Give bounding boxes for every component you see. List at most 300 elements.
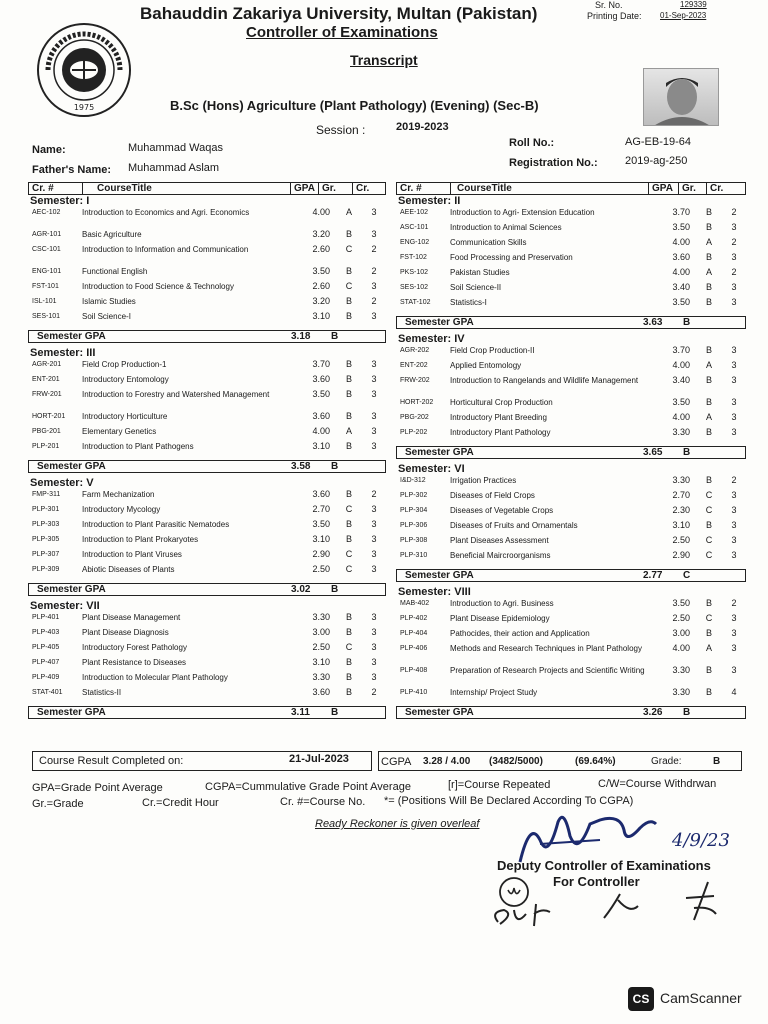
table-row: [396, 376, 746, 398]
registration-no-value: 2019-ag-250: [625, 155, 688, 167]
semester-7-title: Semester: VII: [30, 600, 100, 612]
course-gpa: 3.60: [312, 687, 330, 697]
course-gpa: 4.00: [672, 412, 690, 422]
sr-no-label: Sr. No.: [595, 0, 623, 10]
course-credit: 3: [731, 297, 737, 307]
course-gpa: 3.20: [312, 296, 330, 306]
course-credit: 3: [731, 613, 737, 623]
course-credit: 3: [371, 657, 377, 667]
cgpa-percent: (69.64%): [575, 756, 616, 767]
course-grade: B: [705, 282, 712, 292]
course-title: Farm Mechanization: [82, 490, 155, 499]
course-grade: C: [345, 564, 353, 574]
course-credit: 3: [731, 412, 737, 422]
semester-6-gpa: Semester GPA 2.77 C: [396, 569, 746, 582]
course-title: Introduction to Economics and Agri. Economics: [82, 208, 250, 217]
course-code: PLP-201: [32, 443, 60, 450]
course-grade: C: [345, 642, 353, 652]
transcript-right-column: [396, 182, 746, 723]
course-gpa: 2.70: [312, 504, 330, 514]
completed-label: Course Result Completed on:: [39, 755, 184, 767]
course-title: Introduction to Rangelands and Wildlife Management: [450, 376, 639, 385]
course-code: PLP-403: [32, 629, 60, 636]
course-credit: 2: [731, 475, 737, 485]
table-row: [28, 613, 386, 628]
course-credit: 3: [371, 426, 377, 436]
table-row: [396, 599, 746, 614]
course-title: Methods and Research Techniques in Plant Pathology: [450, 644, 642, 653]
course-gpa: 3.70: [672, 345, 690, 355]
course-gpa: 3.60: [312, 374, 330, 384]
course-code: PLP-305: [32, 536, 60, 543]
course-code: PLP-404: [400, 630, 428, 637]
completed-date: 21-Jul-2023: [289, 753, 349, 765]
course-title: Elementary Genetics: [82, 427, 157, 436]
table-row: [28, 688, 386, 703]
course-gpa: 3.50: [312, 266, 330, 276]
course-credit: 3: [371, 549, 377, 559]
course-credit: 3: [731, 360, 737, 370]
course-title: Functional English: [82, 267, 148, 276]
course-code: AEC-102: [32, 209, 61, 216]
course-grade: B: [705, 687, 712, 697]
course-title: Basic Agriculture: [82, 230, 142, 239]
table-row: [28, 208, 386, 230]
semester-3-title: Semester: III: [30, 347, 96, 359]
office-name: Controller of Examinations: [246, 24, 438, 41]
course-code: PLP-405: [32, 644, 60, 651]
course-grade: C: [705, 550, 713, 560]
table-row: [28, 490, 386, 505]
semester-2-gpa: Semester GPA 3.63 B: [396, 316, 746, 329]
grade-value: B: [713, 756, 721, 767]
course-grade: B: [705, 375, 712, 385]
course-gpa: 3.30: [672, 427, 690, 437]
course-title: Introduction to Molecular Plant Pathology: [82, 673, 228, 682]
course-code: STAT-401: [32, 689, 63, 696]
course-credit: 3: [731, 550, 737, 560]
course-grade: A: [345, 426, 352, 436]
course-grade: C: [705, 490, 713, 500]
course-code: AGR-201: [32, 361, 62, 368]
sr-no-value: 129339: [680, 0, 707, 9]
course-title: Introductory Plant Pathology: [450, 428, 551, 437]
course-credit: 2: [731, 267, 737, 277]
course-credit: 3: [731, 628, 737, 638]
camscanner-name: CamScanner: [660, 990, 742, 1006]
course-title: Islamic Studies: [82, 297, 136, 306]
course-credit: 3: [371, 207, 377, 217]
course-title: Horticultural Crop Production: [450, 398, 553, 407]
course-grade: B: [345, 296, 352, 306]
course-grade: B: [345, 672, 352, 682]
table-row: [396, 361, 746, 376]
course-gpa: 4.00: [312, 207, 330, 217]
table-row: [396, 536, 746, 551]
course-title: Field Crop Production-1: [82, 360, 167, 369]
course-code: PLP-309: [32, 566, 60, 573]
course-title: Introduction to Information and Communication: [82, 245, 249, 254]
course-code: PLP-407: [32, 659, 60, 666]
course-code: PLP-202: [400, 429, 428, 436]
course-gpa: 3.70: [672, 207, 690, 217]
course-title: Preparation of Research Projects and Scientific Writing: [450, 666, 645, 675]
course-grade: A: [705, 267, 712, 277]
semester-4-gpa: Semester GPA 3.65 B: [396, 446, 746, 459]
course-credit: 3: [371, 389, 377, 399]
table-row: [396, 298, 746, 313]
course-gpa: 2.60: [312, 244, 330, 254]
course-gpa: 4.00: [672, 267, 690, 277]
course-code: PLP-301: [32, 506, 60, 513]
semester-1-courses: [28, 208, 386, 327]
semester-3-courses: [28, 360, 386, 457]
course-title: Field Crop Production-II: [450, 346, 535, 355]
table-row: [396, 346, 746, 361]
course-code: FMP-311: [32, 491, 61, 498]
course-code: FRW-202: [400, 377, 430, 384]
course-gpa: 2.90: [312, 549, 330, 559]
table-header: Cr. # CourseTitle GPA Gr. Cr.: [28, 182, 386, 195]
course-credit: 3: [731, 535, 737, 545]
semester-5-gpa: Semester GPA 3.02 B: [28, 583, 386, 596]
table-row: [28, 442, 386, 457]
course-gpa: 4.00: [672, 360, 690, 370]
course-credit: 3: [371, 374, 377, 384]
course-grade: B: [705, 297, 712, 307]
semester-2-courses: [396, 208, 746, 313]
table-row: [28, 390, 386, 412]
course-gpa: 2.60: [312, 281, 330, 291]
course-title: Introduction to Agri. Business: [450, 599, 554, 608]
course-gpa: 3.50: [672, 598, 690, 608]
course-gpa: 3.30: [672, 665, 690, 675]
course-credit: 2: [371, 296, 377, 306]
course-gpa: 3.20: [312, 229, 330, 239]
course-credit: 3: [731, 252, 737, 262]
semester-8-title: Semester: VIII: [398, 586, 471, 598]
course-grade: A: [705, 412, 712, 422]
table-row: [28, 550, 386, 565]
course-credit: 3: [731, 643, 737, 653]
legend-withdrawn: C/W=Course Withdrwan: [598, 778, 717, 790]
course-code: PLP-310: [400, 552, 428, 559]
course-title: Introduction to Animal Sciences: [450, 223, 562, 232]
course-title: Plant Disease Diagnosis: [82, 628, 169, 637]
roll-no-label: Roll No.:: [509, 137, 555, 149]
semester-1-gpa: Semester GPA 3.18 B: [28, 330, 386, 343]
course-grade: B: [345, 311, 352, 321]
course-grade: B: [345, 657, 352, 667]
course-gpa: 3.50: [312, 519, 330, 529]
printing-date-value: 01-Sep-2023: [660, 11, 707, 20]
course-code: PLP-409: [32, 674, 60, 681]
course-grade: B: [705, 628, 712, 638]
course-grade: C: [705, 535, 713, 545]
course-credit: 3: [371, 642, 377, 652]
course-credit: 3: [731, 505, 737, 515]
course-code: PLP-406: [400, 645, 428, 652]
course-grade: B: [345, 519, 352, 529]
course-code: HORT-201: [32, 413, 66, 420]
course-code: AGR-101: [32, 231, 62, 238]
university-seal-logo: [36, 22, 132, 118]
course-grade: C: [705, 505, 713, 515]
course-code: MAB-402: [400, 600, 430, 607]
university-name: Bahauddin Zakariya University, Multan (Pakistan): [140, 4, 538, 23]
course-credit: 3: [371, 359, 377, 369]
course-gpa: 2.50: [312, 642, 330, 652]
course-code: PKS-102: [400, 269, 429, 276]
table-row: [396, 644, 746, 666]
course-gpa: 3.40: [672, 282, 690, 292]
course-title: Introductory Mycology: [82, 505, 161, 514]
course-code: PLP-304: [400, 507, 428, 514]
table-row: [396, 666, 746, 688]
ready-reckoner-note: Ready Reckoner is given overleaf: [315, 818, 480, 830]
course-gpa: 3.00: [672, 628, 690, 638]
course-credit: 2: [371, 489, 377, 499]
table-row: [28, 673, 386, 688]
semester-3-gpa: Semester GPA 3.58 B: [28, 460, 386, 473]
table-row: [28, 658, 386, 673]
course-gpa: 3.70: [312, 359, 330, 369]
course-credit: 3: [371, 627, 377, 637]
course-code: PBG-201: [32, 428, 61, 435]
course-title: Statistics-I: [450, 298, 487, 307]
semester-4-title: Semester: IV: [398, 333, 465, 345]
course-credit: 2: [371, 244, 377, 254]
table-row: [28, 282, 386, 297]
table-row: [28, 230, 386, 245]
course-grade: B: [705, 397, 712, 407]
course-result-box: [32, 751, 372, 771]
course-title: Abiotic Diseases of Plants: [82, 565, 175, 574]
course-gpa: 2.50: [672, 613, 690, 623]
course-grade: B: [345, 229, 352, 239]
table-row: [28, 628, 386, 643]
course-grade: B: [345, 374, 352, 384]
course-title: Soil Science-I: [82, 312, 131, 321]
semester-5-courses: [28, 490, 386, 580]
student-name: Muhammad Waqas: [128, 142, 223, 154]
course-credit: 3: [371, 504, 377, 514]
course-credit: 3: [731, 397, 737, 407]
course-gpa: 3.10: [312, 311, 330, 321]
course-credit: 3: [371, 519, 377, 529]
document-title: Transcript: [350, 52, 418, 68]
course-title: Plant Disease Epidemiology: [450, 614, 550, 623]
course-grade: C: [345, 244, 353, 254]
program-title: B.Sc (Hons) Agriculture (Plant Pathology) (Evening) (Sec-B): [170, 98, 539, 113]
transcript-left-column: [28, 182, 386, 723]
table-row: [396, 398, 746, 413]
course-title: Diseases of Vegetable Crops: [450, 506, 554, 515]
course-code: I&D-312: [400, 477, 426, 484]
course-title: Plant Diseases Assessment: [450, 536, 549, 545]
table-row: [28, 427, 386, 442]
course-title: Diseases of Fruits and Ornamentals: [450, 521, 578, 530]
course-gpa: 2.30: [672, 505, 690, 515]
course-grade: C: [705, 613, 713, 623]
course-code: ASC-101: [400, 224, 429, 231]
name-label: Name:: [32, 144, 66, 156]
semester-7-courses: [28, 613, 386, 703]
legend-grade: Gr.=Grade: [32, 798, 84, 810]
table-row: [28, 245, 386, 267]
course-title: Beneficial Maircroorganisms: [450, 551, 551, 560]
course-grade: A: [705, 237, 712, 247]
cgpa-value: 3.28 / 4.00: [423, 756, 471, 767]
course-title: Soil Science-II: [450, 283, 502, 292]
course-grade: B: [705, 475, 712, 485]
course-code: ENT-201: [32, 376, 60, 383]
course-title: Applied Entomology: [450, 361, 522, 370]
table-row: [396, 506, 746, 521]
semester-1-title: Semester: I: [30, 195, 90, 207]
course-code: AEE-102: [400, 209, 429, 216]
course-gpa: 3.30: [312, 672, 330, 682]
session-label: Session :: [316, 123, 366, 137]
course-grade: B: [345, 266, 352, 276]
course-grade: B: [705, 520, 712, 530]
course-grade: B: [345, 687, 352, 697]
course-gpa: 3.10: [312, 657, 330, 667]
course-credit: 2: [731, 598, 737, 608]
course-grade: B: [705, 427, 712, 437]
course-title: Communication Skills: [450, 238, 527, 247]
course-gpa: 2.50: [312, 564, 330, 574]
course-title: Introductory Forest Pathology: [82, 643, 187, 652]
table-row: [396, 428, 746, 443]
course-gpa: 3.60: [312, 489, 330, 499]
course-gpa: 3.10: [672, 520, 690, 530]
table-row: [396, 521, 746, 536]
course-code: PLP-402: [400, 615, 428, 622]
course-gpa: 3.50: [672, 297, 690, 307]
course-gpa: 3.10: [312, 534, 330, 544]
legend-cgpa: CGPA=Cummulative Grade Point Average: [205, 781, 411, 793]
table-row: [396, 688, 746, 703]
table-row: [28, 375, 386, 390]
course-grade: A: [705, 643, 712, 653]
course-code: ENG-102: [400, 239, 430, 246]
semester-7-gpa: Semester GPA 3.11 B: [28, 706, 386, 719]
course-title: Irrigation Practices: [450, 476, 517, 485]
registration-no-label: Registration No.:: [509, 157, 598, 169]
course-credit: 2: [371, 687, 377, 697]
course-title: Plant Disease Management: [82, 613, 181, 622]
course-grade: B: [705, 207, 712, 217]
course-credit: 3: [371, 441, 377, 451]
table-row: [396, 413, 746, 428]
cgpa-label: CGPA: [381, 756, 412, 768]
course-code: PLP-308: [400, 537, 428, 544]
cgpa-box: [378, 751, 742, 771]
table-row: [396, 283, 746, 298]
course-gpa: 3.50: [312, 389, 330, 399]
table-row: [396, 551, 746, 566]
course-title: Introductory Horticulture: [82, 412, 168, 421]
legend-gpa: GPA=Grade Point Average: [32, 782, 163, 794]
course-grade: B: [345, 534, 352, 544]
course-credit: 3: [731, 375, 737, 385]
table-row: [396, 253, 746, 268]
course-gpa: 3.60: [672, 252, 690, 262]
table-row: [396, 238, 746, 253]
course-grade: A: [705, 360, 712, 370]
handwritten-initials: [480, 874, 730, 934]
course-title: Introduction to Food Science & Technology: [82, 282, 234, 291]
table-row: [396, 476, 746, 491]
semester-4-courses: [396, 346, 746, 443]
semester-8-gpa: Semester GPA 3.26 B: [396, 706, 746, 719]
table-row: [396, 614, 746, 629]
course-title: Introduction to Agri- Extension Education: [450, 208, 595, 217]
course-credit: 2: [371, 266, 377, 276]
course-credit: 3: [731, 520, 737, 530]
course-grade: B: [705, 222, 712, 232]
legend-course-no: Cr. #=Course No.: [280, 796, 366, 808]
course-title: Internship/ Project Study: [450, 688, 538, 697]
table-row: [396, 629, 746, 644]
course-credit: 3: [731, 282, 737, 292]
course-title: Diseases of Field Crops: [450, 491, 535, 500]
table-row: [28, 312, 386, 327]
course-grade: B: [705, 345, 712, 355]
course-gpa: 3.40: [672, 375, 690, 385]
course-gpa: 2.70: [672, 490, 690, 500]
table-row: [396, 268, 746, 283]
course-code: ISL-101: [32, 298, 57, 305]
course-title: Pakistan Studies: [450, 268, 510, 277]
course-grade: B: [345, 389, 352, 399]
course-grade: A: [345, 207, 352, 217]
course-grade: B: [705, 598, 712, 608]
course-gpa: 3.50: [672, 397, 690, 407]
course-grade: C: [345, 504, 353, 514]
course-grade: B: [345, 441, 352, 451]
course-title: Introduction to Plant Prokaryotes: [82, 535, 199, 544]
course-code: PLP-410: [400, 689, 428, 696]
course-grade: B: [345, 411, 352, 421]
course-gpa: 2.50: [672, 535, 690, 545]
table-row: [396, 208, 746, 223]
course-title: Plant Resistance to Diseases: [82, 658, 187, 667]
student-photo: [643, 68, 719, 126]
course-code: PLP-303: [32, 521, 60, 528]
course-title: Statistics-II: [82, 688, 122, 697]
course-credit: 2: [731, 237, 737, 247]
course-gpa: 3.60: [312, 411, 330, 421]
course-code: PLP-306: [400, 522, 428, 529]
course-code: CSC-101: [32, 246, 61, 253]
course-gpa: 3.50: [672, 222, 690, 232]
course-grade: B: [345, 359, 352, 369]
course-gpa: 2.90: [672, 550, 690, 560]
course-credit: 3: [731, 665, 737, 675]
cgpa-points: (3482/5000): [489, 756, 543, 767]
course-code: FRW-201: [32, 391, 62, 398]
course-code: HORT-202: [400, 399, 434, 406]
father-name-label: Father's Name:: [32, 164, 112, 176]
table-row: [28, 412, 386, 427]
course-gpa: 3.10: [312, 441, 330, 451]
course-grade: B: [705, 665, 712, 675]
course-title: Introduction to Forestry and Watershed Management: [82, 390, 270, 399]
semester-6-title: Semester: VI: [398, 463, 465, 475]
course-credit: 3: [371, 564, 377, 574]
